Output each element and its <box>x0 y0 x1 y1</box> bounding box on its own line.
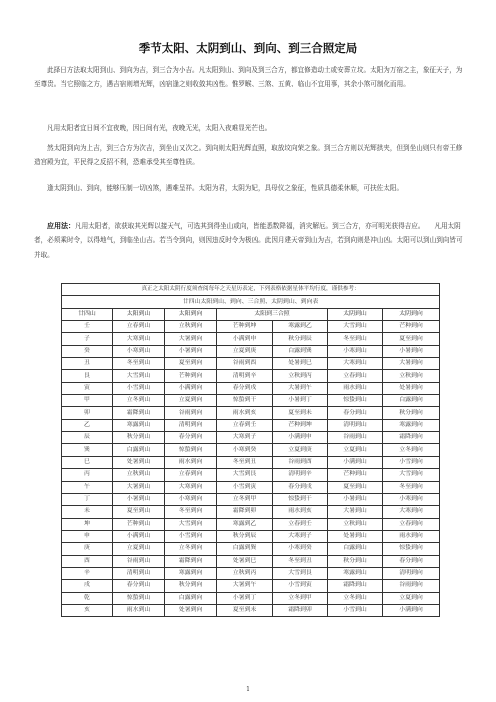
table-cell: 芒种到山 <box>113 518 165 530</box>
table-cell: 立秋到向 <box>383 370 440 382</box>
almanac-table-wrapper <box>61 283 439 617</box>
document-title: 季节太阳、太阴到山、到向、到三合照定局 <box>138 41 358 55</box>
table-cell: 立冬到向 <box>383 444 440 456</box>
table-cell: 处暑到巳 <box>273 358 328 370</box>
table-cell: 小寒到山 <box>328 345 383 357</box>
header-sun-facing: 太阳到向 <box>165 308 217 320</box>
table-cell: 寒露到向 <box>383 419 440 431</box>
table-cell: 立冬到甲 <box>217 493 273 505</box>
table-cell: 大暑到向 <box>383 358 440 370</box>
table-cell: 雨水到向 <box>165 456 217 468</box>
table-cell: 秋分到辰 <box>217 530 273 542</box>
table-cell: 小暑到向 <box>165 345 217 357</box>
table-cell: 小满到山 <box>113 530 165 542</box>
table-cell: 芒种到坤 <box>273 419 328 431</box>
mountain-cell: 未 <box>62 506 113 518</box>
table-cell: 处暑到山 <box>328 530 383 542</box>
table-cell: 秋分到向 <box>383 407 440 419</box>
table-cell: 大暑到山 <box>113 481 165 493</box>
table-row <box>62 604 440 616</box>
mountain-cell: 巽 <box>62 444 113 456</box>
table-row <box>62 493 440 505</box>
table-cell: 谷雨到向 <box>383 580 440 592</box>
table-cell: 大雪到向 <box>165 518 217 530</box>
table-cell: 冬至到丑 <box>217 456 273 468</box>
table-cell: 小寒到癸 <box>217 444 273 456</box>
application-label: 应用法： <box>47 222 75 230</box>
table-cell: 惊蛰到干 <box>273 493 328 505</box>
table-row <box>62 456 440 468</box>
table-cell: 立春到壬 <box>217 419 273 431</box>
table-cell: 春分到山 <box>328 407 383 419</box>
table-row <box>62 530 440 542</box>
table-cell: 霜降到卯 <box>217 506 273 518</box>
table-row <box>62 592 440 604</box>
table-cell: 霜降到向 <box>165 555 217 567</box>
table-cell: 白露到巽 <box>273 345 328 357</box>
table-cell: 立秋到山 <box>113 469 165 481</box>
table-cell: 夏至到山 <box>328 481 383 493</box>
table-cell: 处暑到山 <box>113 456 165 468</box>
table-cell: 小暑到山 <box>113 493 165 505</box>
table-cell: 白露到向 <box>165 592 217 604</box>
almanac-table <box>61 283 440 617</box>
table-cell: 夏至到未 <box>217 604 273 616</box>
table-cell: 霜降到卯 <box>273 604 328 616</box>
table-cell: 立秋到向 <box>165 321 217 333</box>
table-cell: 夏至到山 <box>113 506 165 518</box>
table-cell: 冬至到向 <box>165 506 217 518</box>
table-cell: 寒露到山 <box>328 567 383 579</box>
table-subtitle: 廿四山太阳到山、到向、三合照、太阴到山、到向表 <box>62 296 440 308</box>
table-cell: 芒种到向 <box>383 321 440 333</box>
table-cell: 小雪到山 <box>113 382 165 394</box>
table-cell: 小满到申 <box>217 333 273 345</box>
table-cell: 立春到向 <box>383 518 440 530</box>
table-cell: 大寒到山 <box>113 333 165 345</box>
table-row <box>62 321 440 333</box>
table-cell: 芒种到向 <box>165 370 217 382</box>
paragraph-ranking: 然太阳到向为上吉，到三合方为次吉，到坐山又次之。到向则太阳光辉直照，取放坟向荣之象。到三合方则以光辉拱夹，但到坐山则只有帝王修造宫殿为宜，平民得之反招不利，恐难承受其至尊性质。 <box>34 144 463 167</box>
table-cell: 春分到戌 <box>273 481 328 493</box>
table-cell: 立秋到山 <box>328 518 383 530</box>
table-cell: 寒露到向 <box>165 567 217 579</box>
table-row <box>62 444 440 456</box>
table-cell: 立春到山 <box>328 370 383 382</box>
table-cell: 小暑到丁 <box>217 592 273 604</box>
table-cell: 立夏到向 <box>165 395 217 407</box>
header-moon-mountain: 太阴到山 <box>328 308 383 320</box>
table-cell: 大暑到午 <box>217 580 273 592</box>
table-row <box>62 419 440 431</box>
table-row <box>62 506 440 518</box>
mountain-cell: 寅 <box>62 382 113 394</box>
table-cell: 小满到申 <box>273 432 328 444</box>
table-cell: 雨水到山 <box>328 382 383 394</box>
table-cell: 秋分到山 <box>328 555 383 567</box>
table-row <box>62 407 440 419</box>
table-cell: 小雪到寅 <box>217 481 273 493</box>
mountain-cell: 甲 <box>62 395 113 407</box>
table-cell: 小雪到向 <box>165 530 217 542</box>
table-cell: 夏至到未 <box>273 407 328 419</box>
table-cell: 处暑到向 <box>383 382 440 394</box>
paragraph-intro: 此择日方法取太阳到山、到向为吉，到三合为小吉。凡太阳到山、到向及到三合方，都宜修造动土或安葬立坟。太阳为万宿之主，象征天子，为至尊贵。当它照临之方，遇吉宿则增光辉，凶宿逢之则收敛其凶性。惟罗睺、三煞、五黄、临山不宜用事，其余小煞可制化而用。 <box>34 66 463 89</box>
table-cell: 春分到向 <box>165 432 217 444</box>
header-mountain: 廿四山 <box>62 308 113 320</box>
table-header-row <box>62 308 440 320</box>
table-row <box>62 481 440 493</box>
table-cell: 谷雨到山 <box>328 432 383 444</box>
table-cell: 小满到山 <box>328 456 383 468</box>
table-row <box>62 518 440 530</box>
table-row <box>62 370 440 382</box>
table-cell: 惊蛰到向 <box>383 543 440 555</box>
table-note: 真正之太阳太阴行度须查阅每年之天星历表定，下列表格依据星体平均行度，谨供参考： <box>62 284 440 296</box>
table-cell: 雨水到亥 <box>273 506 328 518</box>
table-cell: 立夏到向 <box>383 592 440 604</box>
paragraph-application <box>34 219 464 262</box>
table-cell: 谷雨到酉 <box>273 456 328 468</box>
table-cell: 小寒到向 <box>383 493 440 505</box>
table-cell: 大雪到艮 <box>217 469 273 481</box>
table-cell: 大暑到向 <box>165 333 217 345</box>
table-row <box>62 333 440 345</box>
mountain-cell: 戌 <box>62 580 113 592</box>
table-cell: 小雪到寅 <box>273 580 328 592</box>
table-cell: 处暑到向 <box>165 604 217 616</box>
table-cell: 小雪到山 <box>328 604 383 616</box>
table-cell: 雨水到亥 <box>217 407 273 419</box>
table-cell: 谷雨到山 <box>113 555 165 567</box>
table-cell: 立夏到山 <box>328 444 383 456</box>
table-cell: 芒种到山 <box>328 469 383 481</box>
table-cell: 冬至到向 <box>383 481 440 493</box>
table-cell: 清明到辛 <box>217 370 273 382</box>
table-cell: 清明到辛 <box>273 469 328 481</box>
mountain-cell: 丁 <box>62 493 113 505</box>
table-cell: 秋分到辰 <box>273 333 328 345</box>
mountain-cell: 丑 <box>62 358 113 370</box>
table-row <box>62 432 440 444</box>
table-cell: 白露到山 <box>328 543 383 555</box>
table-cell: 立冬到甲 <box>273 592 328 604</box>
table-cell: 大暑到山 <box>328 506 383 518</box>
table-cell: 清明到向 <box>165 419 217 431</box>
table-cell: 夏至到向 <box>383 333 440 345</box>
table-cell: 霜降到向 <box>383 432 440 444</box>
table-cell: 大雪到山 <box>328 321 383 333</box>
table-cell: 谷雨到向 <box>165 407 217 419</box>
mountain-cell: 壬 <box>62 321 113 333</box>
mountain-cell: 辰 <box>62 432 113 444</box>
table-cell: 立春到山 <box>113 321 165 333</box>
table-cell: 立秋到丙 <box>273 370 328 382</box>
table-cell: 春分到山 <box>113 580 165 592</box>
table-cell: 大雪到山 <box>113 370 165 382</box>
table-row <box>62 555 440 567</box>
table-cell: 小满到向 <box>165 382 217 394</box>
mountain-cell: 丙 <box>62 469 113 481</box>
table-cell: 惊蛰到向 <box>165 444 217 456</box>
table-cell: 小雪到向 <box>383 456 440 468</box>
table-cell: 谷雨到酉 <box>217 358 273 370</box>
table-cell: 小满到向 <box>383 604 440 616</box>
table-cell: 立春到向 <box>165 469 217 481</box>
mountain-cell: 酉 <box>62 555 113 567</box>
table-cell: 雨水到山 <box>113 604 165 616</box>
table-cell: 小暑到山 <box>328 493 383 505</box>
table-cell: 大寒到向 <box>165 481 217 493</box>
table-cell: 大寒到山 <box>328 358 383 370</box>
table-cell: 白露到巽 <box>217 543 273 555</box>
table-cell: 惊蛰到山 <box>328 395 383 407</box>
paragraph-taiyin: 逢太阴到山、到向，能够压制一切凶煞，遇难呈祥。太阳为君，太阴为妃，具母仪之象征，性质具德柔休顺，可扶佐太阳。 <box>47 184 404 192</box>
table-cell: 寒露到山 <box>113 419 165 431</box>
mountain-cell: 子 <box>62 333 113 345</box>
table-cell: 大暑到午 <box>273 382 328 394</box>
table-cell: 立春到壬 <box>273 518 328 530</box>
mountain-cell: 坤 <box>62 518 113 530</box>
table-cell: 寒露到乙 <box>273 321 328 333</box>
table-row <box>62 567 440 579</box>
table-cell: 夏至到向 <box>165 358 217 370</box>
table-cell: 大雪到艮 <box>273 567 328 579</box>
table-cell: 清明到山 <box>328 419 383 431</box>
table-cell: 立秋到丙 <box>217 567 273 579</box>
table-row <box>62 543 440 555</box>
header-sun-mountain: 太阳到山 <box>113 308 165 320</box>
table-cell: 冬至到山 <box>113 358 165 370</box>
header-moon-facing: 太阴到向 <box>383 308 440 320</box>
table-cell: 大雪到向 <box>383 469 440 481</box>
page-number: 1 <box>246 686 250 693</box>
table-cell: 冬至到山 <box>328 333 383 345</box>
table-cell: 大寒到向 <box>383 506 440 518</box>
mountain-cell: 庚 <box>62 543 113 555</box>
table-cell: 处暑到巳 <box>217 555 273 567</box>
mountain-cell: 艮 <box>62 370 113 382</box>
table-cell: 立夏到庚 <box>273 444 328 456</box>
table-cell: 立冬到向 <box>165 543 217 555</box>
table-row <box>62 382 440 394</box>
table-cell: 清明到向 <box>383 567 440 579</box>
table-cell: 大寒到子 <box>273 530 328 542</box>
table-row <box>62 580 440 592</box>
table-cell: 冬至到丑 <box>273 555 328 567</box>
table-cell: 秋分到山 <box>113 432 165 444</box>
mountain-cell: 乾 <box>62 592 113 604</box>
table-cell: 小暑到向 <box>383 345 440 357</box>
table-row <box>62 469 440 481</box>
table-cell: 立夏到山 <box>113 543 165 555</box>
table-row <box>62 358 440 370</box>
mountain-cell: 卯 <box>62 407 113 419</box>
mountain-cell: 午 <box>62 481 113 493</box>
table-row <box>62 345 440 357</box>
table-cell: 大寒到子 <box>217 432 273 444</box>
table-row <box>62 395 440 407</box>
paragraph-daytime: 凡用太阳者宜日间不宜夜晚，因日间有光，夜晚无光，太阳入夜难显光芒也。 <box>47 124 272 132</box>
mountain-cell: 乙 <box>62 419 113 431</box>
mountain-cell: 亥 <box>62 604 113 616</box>
table-cell: 寒露到乙 <box>217 518 273 530</box>
table-cell: 春分到向 <box>383 555 440 567</box>
table-cell: 立冬到山 <box>113 395 165 407</box>
application-text: 凡用太阳者，欲获取其光辉以接天气，可选其到得坐山或向，皆能悉数降福，消灾解厄。到三合方，亦可明光获得吉应。 凡用太阴者，必须乘时令，以得地气，到临坐山吉。若当令到向，则因违反时令为极凶。此因月建天帝到山为吉，若到向则是冲山凶。太阳可以到山到向皆可并取。 <box>34 222 463 259</box>
table-cell: 芒种到坤 <box>217 321 273 333</box>
table-cell: 白露到山 <box>113 444 165 456</box>
table-cell: 白露到向 <box>383 395 440 407</box>
table-cell: 雨水到向 <box>383 530 440 542</box>
table-cell: 霜降到山 <box>113 407 165 419</box>
table-cell: 春分到戌 <box>217 382 273 394</box>
table-cell: 秋分到向 <box>165 580 217 592</box>
table-cell: 立冬到山 <box>328 592 383 604</box>
mountain-cell: 辛 <box>62 567 113 579</box>
mountain-cell: 癸 <box>62 345 113 357</box>
table-cell: 清明到山 <box>113 567 165 579</box>
mountain-cell: 巳 <box>62 456 113 468</box>
table-cell: 立夏到庚 <box>217 345 273 357</box>
mountain-cell: 申 <box>62 530 113 542</box>
table-cell: 惊蛰到山 <box>113 592 165 604</box>
table-cell: 小暑到丁 <box>273 395 328 407</box>
table-cell: 惊蛰到干 <box>217 395 273 407</box>
table-cell: 小寒到山 <box>113 345 165 357</box>
table-cell: 霜降到山 <box>328 580 383 592</box>
table-cell: 小寒到癸 <box>273 543 328 555</box>
header-sun-trine: 太阳到三合照 <box>217 308 328 320</box>
table-cell: 小寒到向 <box>165 493 217 505</box>
